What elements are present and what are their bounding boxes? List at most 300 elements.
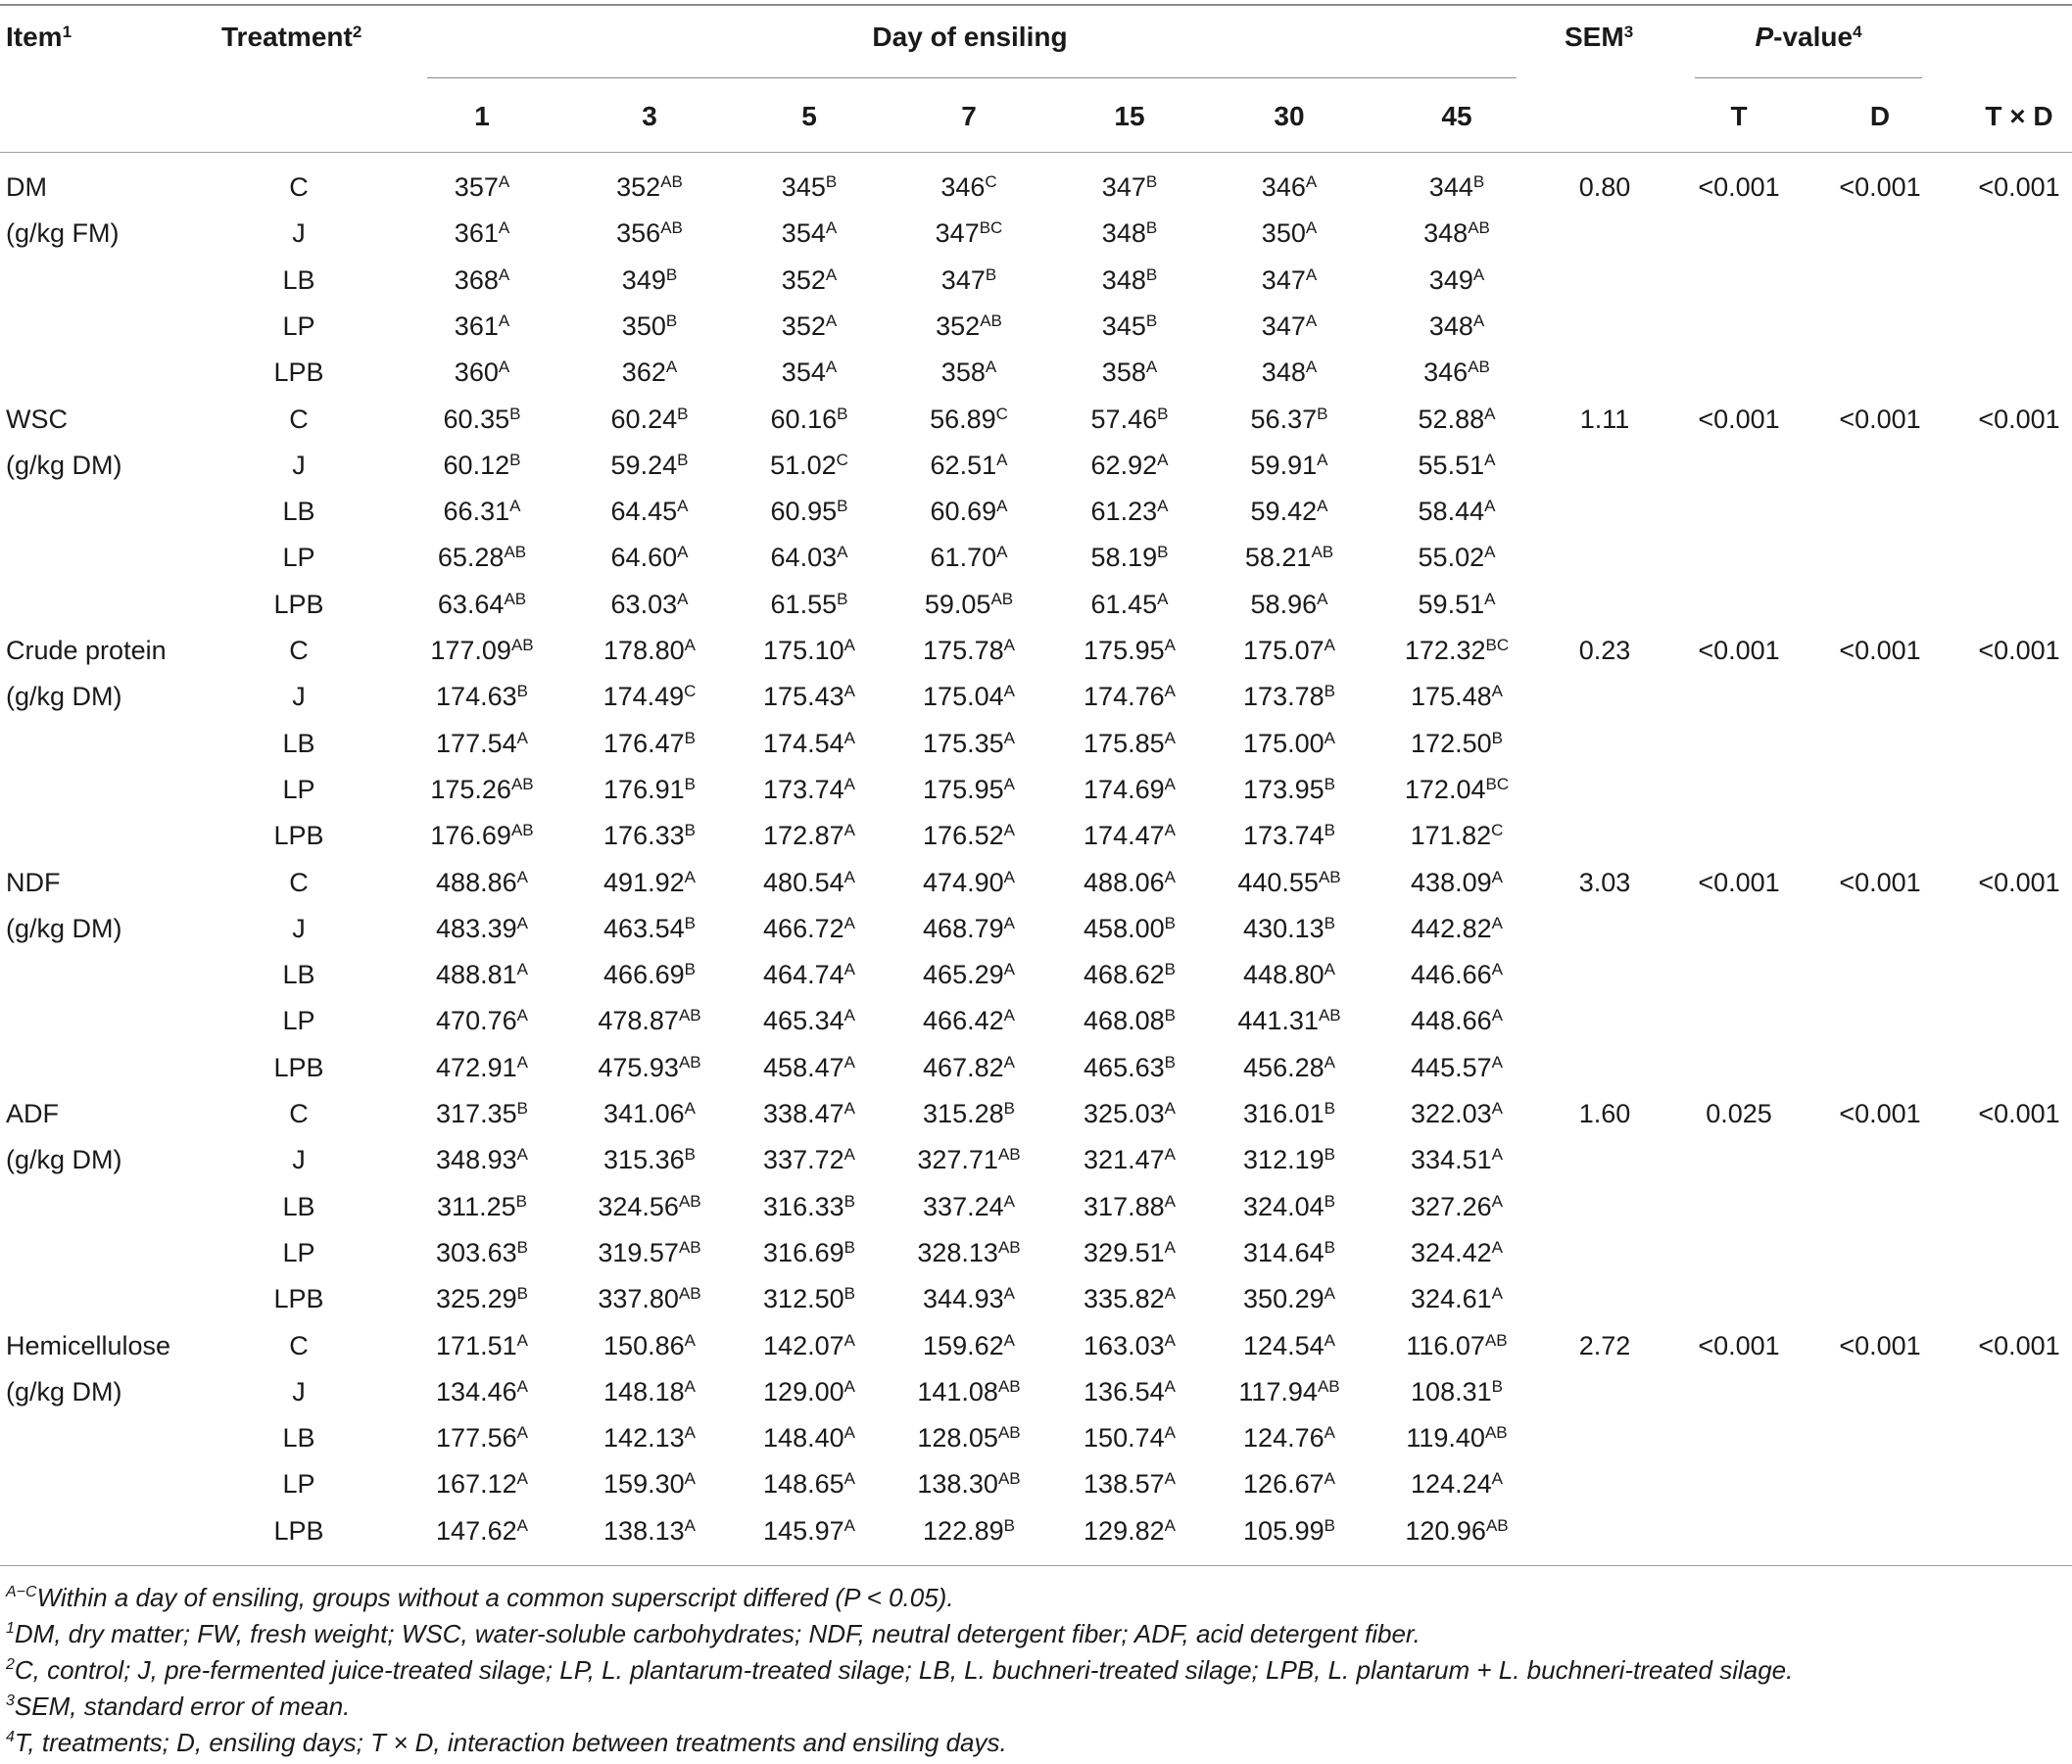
cell-value: 358	[940, 358, 986, 388]
table-cell	[763, 1098, 855, 1129]
treatment-label: C	[289, 636, 309, 665]
table-cell	[603, 820, 696, 851]
footnote-marker: 4	[6, 1729, 15, 1745]
table-cell	[437, 1191, 527, 1222]
table-cell	[603, 1098, 696, 1129]
treatment-label: C	[289, 1330, 309, 1360]
cell-superscript: A	[516, 1330, 528, 1350]
cell-value: 171.82	[1410, 821, 1492, 851]
table-cell	[1084, 1191, 1176, 1222]
p-value: <0.001	[1698, 636, 1780, 665]
table-cell	[1243, 959, 1335, 990]
table-cell	[438, 542, 526, 573]
cell-value: 480.54	[763, 867, 844, 897]
footnote-text: Within a day of ensiling, groups without a common superscript differed (P < 0.05).	[36, 1583, 954, 1612]
cell-value: 61.70	[930, 543, 997, 573]
cell-value: 142.13	[603, 1423, 685, 1454]
cell-superscript: C	[985, 172, 997, 191]
cell-value: 337.72	[763, 1145, 844, 1175]
cell-superscript: AB	[660, 218, 683, 238]
cell-value: 175.43	[763, 682, 844, 712]
table-cell	[598, 1005, 700, 1036]
cell-superscript: B	[509, 404, 521, 423]
cell-superscript: A	[498, 358, 510, 377]
cell-superscript: AB	[510, 774, 534, 793]
cell-superscript: B	[684, 960, 696, 979]
cell-value: 58.44	[1418, 497, 1485, 527]
table-cell	[917, 1237, 1020, 1268]
header-p-value: P-value$^4$	[1755, 22, 1862, 52]
table-cell	[1411, 913, 1503, 944]
cell-value: 324.42	[1411, 1237, 1492, 1267]
cell-value: 177.09	[430, 636, 511, 665]
table-cell	[455, 310, 509, 342]
cell-superscript: A	[677, 497, 689, 516]
table-cell	[763, 635, 855, 666]
cell-superscript: AB	[678, 1284, 701, 1304]
cell-value: 324.56	[598, 1191, 679, 1221]
cell-superscript: A	[684, 1515, 696, 1535]
table-cell	[1091, 496, 1169, 527]
treatment-label: LPB	[273, 821, 324, 851]
cell-superscript: A	[825, 218, 838, 238]
cell-superscript: A	[1003, 1191, 1015, 1211]
table-cell	[1091, 450, 1169, 481]
treatment-label: J	[292, 1145, 306, 1175]
day-header: 1	[474, 101, 490, 131]
table-cell	[936, 310, 1002, 342]
cell-value: 325.03	[1084, 1099, 1165, 1128]
table-cell	[1411, 728, 1503, 759]
p-value: <0.001	[1978, 867, 2060, 897]
table-cell	[763, 1191, 855, 1222]
cell-superscript: A	[1472, 264, 1485, 284]
treatment-label: LB	[282, 960, 315, 990]
cell-superscript: AB	[1318, 867, 1341, 886]
cell-superscript: A	[498, 264, 510, 284]
cell-superscript: A	[1491, 1284, 1503, 1304]
table-cell	[436, 1330, 528, 1361]
table-cell	[923, 635, 1015, 666]
cell-value: 175.00	[1243, 728, 1325, 758]
table-cell	[436, 1005, 528, 1036]
table-cell	[1102, 171, 1157, 203]
cell-value: 59.05	[924, 589, 991, 619]
cell-superscript: AB	[990, 589, 1014, 608]
table-cell	[430, 635, 533, 666]
item-label: NDF	[6, 867, 61, 897]
cell-superscript: A	[516, 960, 528, 979]
header-treatment: Treatment$^2$	[221, 22, 362, 52]
table-cell	[611, 450, 689, 481]
treatment-label: J	[292, 450, 306, 480]
table-cell	[1262, 264, 1317, 296]
table-cell	[1251, 589, 1328, 620]
cell-superscript: A	[1324, 1052, 1335, 1072]
cell-superscript: B	[1491, 1376, 1503, 1396]
table-cell	[1411, 681, 1503, 712]
cell-superscript: A	[677, 589, 689, 608]
table-cell	[622, 310, 677, 342]
p-value: <0.001	[1978, 404, 2060, 434]
cell-superscript: C	[836, 450, 848, 469]
cell-superscript: A	[684, 1376, 696, 1396]
table-cell	[1243, 1098, 1335, 1129]
cell-superscript: A	[509, 497, 521, 516]
cell-superscript: A	[843, 728, 855, 747]
cell-superscript: B	[1324, 1515, 1335, 1535]
cell-value: 314.64	[1243, 1237, 1325, 1267]
cell-superscript: B	[1324, 682, 1335, 701]
cell-superscript: B	[684, 774, 696, 793]
cell-superscript: B	[1145, 172, 1158, 191]
cell-superscript: B	[1472, 172, 1485, 191]
item-unit: (g/kg DM)	[6, 1376, 122, 1406]
sem-value: 1.60	[1578, 1099, 1631, 1128]
cell-value: 63.03	[610, 589, 678, 619]
cell-superscript: A	[516, 1469, 528, 1489]
cell-superscript: A	[1324, 1423, 1335, 1443]
table-cell	[923, 1005, 1015, 1036]
cell-value: 175.95	[1084, 636, 1165, 665]
cell-value: 354	[781, 358, 826, 388]
cell-value: 108.31	[1411, 1376, 1492, 1406]
day-header: 5	[801, 101, 817, 131]
table-cell	[1084, 1330, 1176, 1361]
cell-value: 59.24	[610, 450, 678, 480]
cell-superscript: BC	[979, 218, 1003, 238]
cell-value: 315.36	[603, 1145, 685, 1175]
table-cell	[1084, 1098, 1176, 1129]
p-value: <0.001	[1978, 1330, 2060, 1360]
table-cell	[1084, 1376, 1176, 1407]
cell-value: 61.23	[1090, 497, 1158, 527]
table-cell	[1419, 404, 1496, 435]
cell-superscript: A	[1164, 774, 1176, 793]
table-cell	[611, 496, 689, 527]
cell-value: 348	[1101, 264, 1146, 295]
cell-superscript: A	[1317, 497, 1328, 516]
cell-value: 327.26	[1411, 1191, 1492, 1221]
table-cell	[940, 171, 996, 203]
footnote-marker: 2	[6, 1656, 15, 1673]
cell-value: 356	[616, 218, 661, 249]
cell-value: 346	[1423, 358, 1469, 388]
table-cell	[923, 728, 1015, 759]
cell-superscript: A	[1157, 450, 1169, 469]
cell-value: 468.62	[1084, 960, 1165, 990]
cell-value: 55.51	[1418, 450, 1485, 480]
day-group-rule	[427, 77, 1517, 78]
footnote-text: C, control; J, pre-fermented juice-treated silage; LP, L. plantarum-treated silage; LB, L. buchneri-treated silage; LPB, L. plantarum + L. buchneri-treated silage.	[14, 1655, 1794, 1685]
table-cell	[598, 1283, 700, 1314]
cell-value: 55.02	[1418, 543, 1485, 573]
table-cell	[1419, 542, 1496, 573]
cell-value: 337.80	[598, 1284, 679, 1314]
cell-superscript: B	[1003, 1515, 1015, 1535]
table-cell	[1251, 496, 1328, 527]
treatment-label: LB	[282, 497, 315, 527]
cell-value: 129.82	[1084, 1515, 1165, 1546]
cell-value: 174.49	[602, 682, 685, 712]
cell-superscript: A	[1003, 1006, 1015, 1025]
day-header: 45	[1441, 101, 1472, 131]
table-cell	[436, 681, 528, 712]
cell-superscript: A	[1491, 1145, 1503, 1165]
cell-value: 466.42	[923, 1006, 1004, 1036]
cell-superscript: A	[1164, 1469, 1176, 1489]
cell-value: 352	[781, 264, 826, 295]
cell-value: 148.65	[763, 1469, 844, 1500]
table-cell	[1091, 404, 1169, 435]
item-unit: (g/kg DM)	[6, 913, 122, 943]
cell-superscript: A	[1491, 1052, 1503, 1072]
cell-superscript: A	[516, 1423, 528, 1443]
cell-superscript: C	[995, 404, 1008, 423]
cell-superscript: B	[1324, 821, 1335, 840]
cell-value: 324.04	[1243, 1191, 1325, 1221]
cell-superscript: B	[843, 1191, 855, 1211]
table-cell	[931, 542, 1008, 573]
cell-superscript: A	[1003, 1052, 1015, 1072]
table-cell	[436, 867, 528, 898]
cell-value: 468.08	[1084, 1006, 1165, 1036]
table-cell	[616, 171, 683, 203]
cell-value: 347	[1261, 264, 1306, 295]
cell-value: 347	[1101, 172, 1146, 202]
table-cell	[1262, 171, 1317, 203]
cell-superscript: A	[1164, 1423, 1176, 1443]
cell-superscript: A	[1491, 1006, 1503, 1025]
cell-superscript: AB	[1468, 218, 1490, 238]
cell-value: 62.51	[930, 450, 997, 480]
treatment-label: C	[289, 172, 309, 202]
table-cell	[1237, 1005, 1340, 1036]
table-cell	[1406, 1422, 1507, 1454]
cell-superscript: A	[843, 1423, 855, 1443]
table-cell	[444, 404, 521, 435]
cell-superscript: AB	[1485, 1515, 1509, 1535]
cell-superscript: A	[1484, 543, 1496, 562]
cell-value: 64.03	[770, 543, 838, 573]
table-cell	[1243, 1422, 1335, 1454]
cell-superscript: B	[665, 310, 678, 330]
table-cell	[598, 1237, 700, 1268]
cell-superscript: AB	[1484, 1423, 1508, 1443]
table-cell	[1238, 1376, 1339, 1407]
cell-superscript: A	[843, 774, 855, 793]
table-cell	[436, 1422, 528, 1454]
day-header: 3	[642, 101, 657, 131]
footnote-marker: 1	[6, 1620, 15, 1637]
cell-value: 150.74	[1084, 1423, 1165, 1454]
cell-superscript: B	[1164, 1006, 1176, 1025]
cell-value: 324.61	[1411, 1284, 1492, 1314]
cell-superscript: A	[516, 1006, 528, 1025]
treatment-label: LPB	[273, 1284, 324, 1314]
table-cell	[436, 1144, 528, 1175]
table-cell	[771, 496, 848, 527]
cell-superscript: A	[498, 310, 510, 330]
cell-value: 124.54	[1243, 1330, 1325, 1360]
cell-value: 172.04	[1404, 774, 1486, 804]
cell-value: 466.69	[603, 960, 685, 990]
cell-value: 129.00	[763, 1376, 844, 1406]
cell-value: 315.28	[923, 1099, 1004, 1128]
cell-value: 174.54	[763, 728, 844, 758]
table-cell	[1262, 310, 1317, 342]
table-cell	[603, 1376, 696, 1407]
p-value: <0.001	[1839, 1330, 1921, 1360]
table-cell	[436, 728, 528, 759]
cell-value: 362	[621, 358, 666, 388]
footnote	[6, 1727, 1007, 1758]
table-cell	[436, 913, 528, 944]
table-cell	[763, 1515, 855, 1547]
cell-superscript: A	[1324, 1284, 1335, 1304]
cell-superscript: C	[1491, 821, 1504, 840]
cell-value: 312.50	[763, 1284, 844, 1314]
cell-superscript: A	[1484, 404, 1496, 423]
cell-value: 56.89	[930, 404, 996, 434]
table-cell	[1423, 357, 1490, 388]
cell-value: 176.69	[430, 821, 511, 851]
cell-superscript: A	[1491, 1099, 1503, 1118]
table-cell	[763, 959, 855, 990]
item-unit: (g/kg FM)	[6, 218, 120, 249]
cell-superscript: A	[843, 913, 855, 932]
cell-value: 478.87	[598, 1006, 679, 1036]
table-cell	[603, 681, 697, 712]
table-cell	[763, 913, 855, 944]
cell-superscript: A	[1157, 589, 1169, 608]
table-cell	[1102, 357, 1157, 388]
sem-value: 1.11	[1579, 404, 1630, 434]
treatment-label: LP	[282, 1237, 315, 1267]
cell-superscript: A	[843, 1515, 855, 1535]
cell-value: 463.54	[603, 913, 685, 943]
cell-superscript: B	[1324, 1145, 1335, 1165]
cell-value: 171.51	[436, 1330, 517, 1360]
table-cell	[616, 217, 683, 249]
sem-value: 2.72	[1578, 1330, 1631, 1360]
table-cell	[603, 728, 696, 759]
table-cell	[1102, 217, 1157, 249]
table-cell	[763, 820, 855, 851]
cell-value: 347	[940, 264, 986, 295]
cell-superscript: B	[1157, 404, 1169, 423]
cell-value: 159.62	[923, 1330, 1004, 1360]
table-cell	[763, 1468, 855, 1500]
cell-value: 138.57	[1084, 1469, 1165, 1500]
cell-superscript: B	[837, 497, 848, 516]
cell-value: 175.95	[923, 774, 1004, 804]
table-cell	[436, 1376, 528, 1407]
p-col-header: T × D	[1985, 101, 2053, 131]
cell-value: 148.40	[763, 1423, 844, 1454]
cell-value: 335.82	[1084, 1284, 1165, 1314]
p-value: <0.001	[1698, 172, 1780, 202]
cell-superscript: A	[1317, 589, 1328, 608]
table-cell	[1411, 1468, 1503, 1500]
footnote-text: SEM, standard error of mean.	[14, 1692, 351, 1721]
item-label: ADF	[6, 1099, 59, 1128]
cell-value: 312.19	[1243, 1145, 1325, 1175]
item-unit: (g/kg DM)	[6, 450, 122, 480]
cell-value: 116.07	[1406, 1330, 1485, 1360]
table-cell	[1243, 1330, 1335, 1361]
cell-superscript: AB	[997, 1376, 1021, 1396]
cell-superscript: A	[1164, 1191, 1176, 1211]
table-cell	[1411, 1052, 1503, 1083]
treatment-label: LPB	[273, 1052, 324, 1082]
table-cell	[936, 217, 1003, 249]
cell-superscript: A	[684, 867, 696, 886]
cell-value: 175.48	[1411, 682, 1492, 712]
table-cell	[1243, 1237, 1335, 1268]
cell-value: 178.80	[603, 636, 685, 665]
table-cell	[763, 1376, 855, 1407]
table-cell	[1084, 1468, 1176, 1500]
table-cell	[603, 635, 696, 666]
cell-superscript: A	[1164, 682, 1176, 701]
table-cell	[611, 404, 689, 435]
table-cell	[603, 1515, 696, 1547]
table-cell	[763, 774, 855, 805]
cell-superscript: BC	[1485, 774, 1510, 793]
cell-value: 352	[936, 310, 981, 341]
table-cell	[1411, 1376, 1503, 1407]
cell-value: 173.74	[763, 774, 844, 804]
table-cell	[763, 1330, 855, 1361]
table-cell	[1102, 310, 1157, 342]
cell-value: 175.07	[1243, 636, 1325, 665]
table-cell	[782, 264, 837, 296]
cell-superscript: A	[843, 1006, 855, 1025]
treatment-label: LP	[282, 310, 315, 341]
cell-value: 368	[454, 264, 499, 295]
sem-value: 0.80	[1578, 172, 1631, 202]
treatment-label: C	[289, 1099, 309, 1128]
cell-value: 347	[935, 218, 980, 249]
cell-value: 349	[621, 264, 666, 295]
cell-superscript: A	[1003, 821, 1015, 840]
cell-value: 64.60	[610, 543, 678, 573]
cell-value: 350	[621, 310, 666, 341]
table-cell	[1411, 1283, 1503, 1314]
cell-value: 175.04	[923, 682, 1004, 712]
table-cell	[923, 1330, 1015, 1361]
cell-value: 141.08	[917, 1376, 998, 1406]
table-cell	[1243, 1191, 1335, 1222]
cell-value: 346	[1261, 172, 1306, 202]
table-cell	[763, 1283, 855, 1314]
cell-value: 173.95	[1243, 774, 1325, 804]
cell-superscript: A	[516, 913, 528, 932]
cell-superscript: A	[1003, 636, 1015, 654]
cell-value: 175.26	[430, 774, 511, 804]
cell-superscript: B	[1324, 913, 1335, 932]
cell-value: 105.99	[1243, 1515, 1325, 1546]
cell-value: 321.47	[1084, 1145, 1165, 1175]
cell-value: 474.90	[923, 867, 1004, 897]
table-cell	[455, 217, 509, 249]
cell-value: 337.24	[923, 1191, 1004, 1221]
table-cell	[1405, 1515, 1508, 1547]
table-cell	[455, 357, 509, 388]
table-cell	[1411, 1191, 1503, 1222]
table-cell	[763, 1422, 855, 1454]
